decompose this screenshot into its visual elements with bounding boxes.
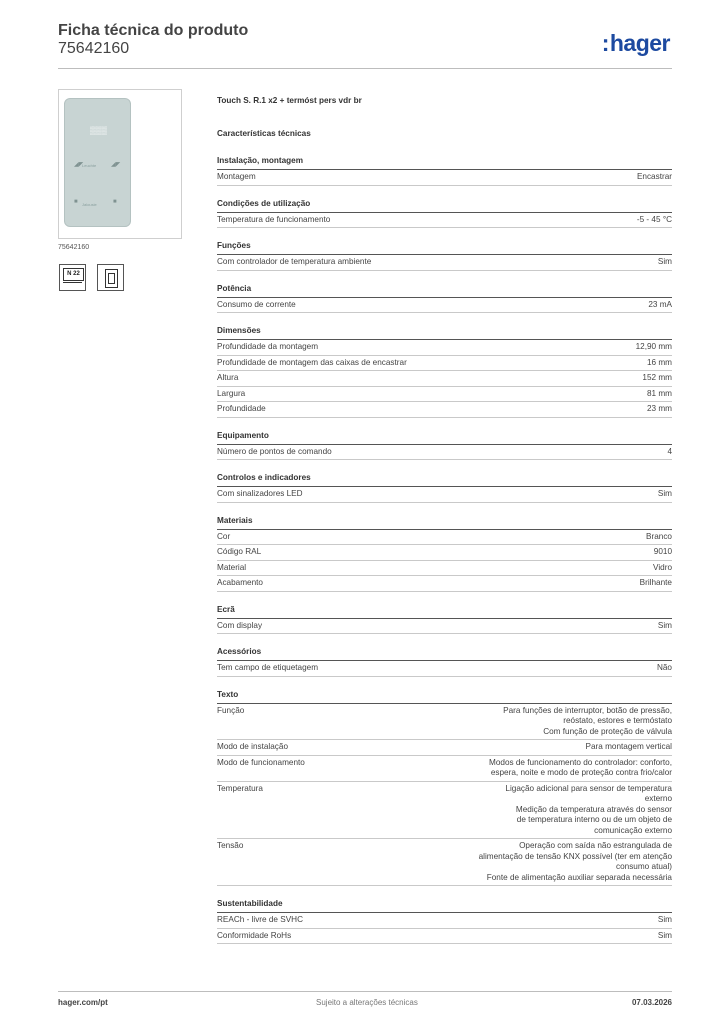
spec-value: 23 mA bbox=[648, 299, 672, 309]
spec-row bbox=[217, 929, 672, 945]
spec-row bbox=[217, 402, 672, 418]
section-title: Controlos e indicadores bbox=[217, 473, 672, 487]
spec-label: Cor bbox=[217, 531, 231, 541]
spec-label: Função bbox=[217, 705, 245, 715]
spec-value: Sim bbox=[657, 930, 672, 940]
footer-divider bbox=[58, 991, 672, 992]
spec-label: Material bbox=[217, 562, 247, 572]
product-code: 75642160 bbox=[58, 40, 130, 57]
spec-value: 152 mm bbox=[642, 373, 672, 382]
spec-label: Código RAL bbox=[217, 547, 262, 556]
mounting-symbol-icon: N 22 bbox=[59, 264, 86, 291]
spec-section bbox=[217, 326, 672, 418]
spec-sections bbox=[217, 156, 672, 944]
spec-label: Montagem bbox=[217, 172, 256, 181]
led-icon: ◢◤ bbox=[74, 162, 84, 168]
spec-row bbox=[217, 913, 672, 929]
spec-label: Profundidade da montagem bbox=[217, 342, 319, 351]
spec-value: Vidro bbox=[653, 562, 672, 572]
spec-label: Tensão bbox=[217, 841, 244, 850]
spec-value: Não bbox=[656, 663, 672, 672]
flush-mount-box-icon bbox=[97, 264, 124, 291]
spec-value: Sim bbox=[657, 620, 672, 630]
spec-label: Número de pontos de comando bbox=[217, 446, 332, 456]
spec-value: 4 bbox=[667, 446, 672, 456]
section-title: Funções bbox=[217, 241, 672, 255]
spec-label: Tem campo de etiquetagem bbox=[217, 663, 319, 672]
spec-value: Sim bbox=[657, 489, 672, 498]
spec-label: Altura bbox=[217, 373, 239, 382]
spec-row bbox=[217, 740, 672, 756]
specs-heading: Características técnicas bbox=[217, 129, 311, 138]
spec-row bbox=[217, 445, 672, 461]
spec-value: 12,90 mm bbox=[635, 342, 672, 351]
spec-section bbox=[217, 473, 672, 503]
logo-text: hager bbox=[609, 30, 670, 56]
spec-value: Encastrar bbox=[636, 172, 672, 181]
spec-row bbox=[217, 530, 672, 546]
spec-value: Modos de funcionamento do controlador: conforto, espera, noite e modo de proteção contra frio/calor bbox=[489, 757, 672, 777]
spec-value: 16 mm bbox=[646, 357, 672, 367]
spec-label: Modo de funcionamento bbox=[217, 757, 305, 767]
hager-logo: :hager bbox=[601, 30, 670, 56]
spec-row bbox=[217, 839, 672, 886]
spec-label: REACh - livre de SVHC bbox=[217, 915, 303, 924]
spec-row bbox=[217, 255, 672, 271]
spec-row bbox=[217, 561, 672, 577]
spec-row bbox=[217, 356, 672, 372]
spec-row bbox=[217, 661, 672, 677]
spec-label: Largura bbox=[217, 388, 246, 398]
spec-value: 81 mm bbox=[646, 388, 672, 398]
spec-section bbox=[217, 516, 672, 592]
spec-label: Profundidade bbox=[217, 404, 266, 413]
led-icon: ◢◤ bbox=[111, 162, 121, 168]
spec-value: Operação com saída não estrangulada de alimentação de tensão KNX possível (ter em atenção consumo atual) Fonte de alimentação auxiliar separada necessária bbox=[478, 841, 672, 882]
spec-label: Com controlador de temperatura ambiente bbox=[217, 257, 372, 266]
spec-label: Modo de instalação bbox=[217, 742, 289, 751]
touch-sensor-device bbox=[64, 98, 131, 227]
spec-label: Com display bbox=[217, 620, 263, 630]
page-header bbox=[58, 20, 672, 70]
spec-section bbox=[217, 431, 672, 461]
spec-label: Conformidade RoHs bbox=[217, 930, 292, 940]
button-icon: ■ bbox=[113, 199, 117, 205]
product-image bbox=[58, 89, 182, 239]
spec-section bbox=[217, 241, 672, 271]
section-title: Dimensões bbox=[217, 326, 672, 340]
device-label-mid: Jalousie bbox=[82, 202, 97, 207]
spec-section bbox=[217, 647, 672, 677]
spec-content bbox=[217, 96, 672, 944]
footer-website[interactable]: hager.com/pt bbox=[58, 998, 108, 1007]
product-name: Touch S. R.1 x2 + termóst pers vdr br bbox=[217, 96, 362, 105]
spec-section bbox=[217, 199, 672, 229]
spec-label: Acabamento bbox=[217, 578, 263, 587]
spec-value: Para funções de interruptor, botão de pressão, reóstato, estores e termóstato Com função de proteção de válvula bbox=[503, 705, 672, 736]
spec-row bbox=[217, 340, 672, 356]
spec-value: Branco bbox=[646, 531, 672, 541]
spec-row bbox=[217, 619, 672, 635]
spec-section bbox=[217, 605, 672, 635]
spec-value: Brilhante bbox=[639, 578, 672, 587]
spec-row bbox=[217, 782, 672, 840]
spec-row bbox=[217, 387, 672, 403]
section-title: Instalação, montagem bbox=[217, 156, 672, 170]
spec-row bbox=[217, 545, 672, 561]
spec-label: Com sinalizadores LED bbox=[217, 489, 303, 498]
spec-label: Consumo de corrente bbox=[217, 299, 296, 309]
spec-row bbox=[217, 704, 672, 741]
spec-section bbox=[217, 156, 672, 186]
spec-section bbox=[217, 899, 672, 944]
spec-label: Temperatura de funcionamento bbox=[217, 214, 331, 224]
section-title: Acessórios bbox=[217, 647, 672, 661]
device-label-left: Leuchte bbox=[82, 163, 97, 168]
spec-value: 23 mm bbox=[646, 404, 672, 413]
footer-disclaimer: Sujeito a alterações técnicas bbox=[316, 998, 418, 1007]
header-divider bbox=[58, 68, 672, 69]
section-title: Texto bbox=[217, 690, 672, 704]
spec-row bbox=[217, 213, 672, 229]
section-title: Equipamento bbox=[217, 431, 672, 445]
spec-value: Sim bbox=[657, 257, 672, 266]
spec-section bbox=[217, 690, 672, 887]
image-caption: 75642160 bbox=[58, 244, 90, 251]
spec-value: Para montagem vertical bbox=[585, 742, 672, 751]
spec-row bbox=[217, 371, 672, 387]
display-icon: ▒▒▒ bbox=[90, 126, 108, 135]
spec-value: 9010 bbox=[653, 547, 672, 556]
section-title: Ecrã bbox=[217, 605, 672, 619]
spec-row bbox=[217, 756, 672, 782]
spec-row bbox=[217, 298, 672, 314]
section-title: Condições de utilização bbox=[217, 199, 672, 213]
spec-label: Temperatura bbox=[217, 783, 263, 793]
footer-date: 07.03.2026 bbox=[631, 998, 672, 1007]
section-title: Sustentabilidade bbox=[217, 899, 672, 913]
button-icon: ■ bbox=[74, 199, 78, 205]
spec-section bbox=[217, 284, 672, 314]
spec-label: Profundidade de montagem das caixas de encastrar bbox=[217, 357, 407, 367]
spec-row bbox=[217, 487, 672, 503]
spec-value: -5 - 45 °C bbox=[636, 214, 672, 224]
section-title: Potência bbox=[217, 284, 672, 298]
spec-row bbox=[217, 576, 672, 592]
section-title: Materiais bbox=[217, 516, 672, 530]
page-title: Ficha técnica do produto bbox=[58, 22, 249, 39]
spec-value: Sim bbox=[657, 915, 672, 924]
spec-value: Ligação adicional para sensor de temperatura externo Medição da temperatura através do sensor de temperatura interno ou de um objeto de comunicação externo bbox=[505, 783, 672, 835]
spec-row bbox=[217, 170, 672, 186]
